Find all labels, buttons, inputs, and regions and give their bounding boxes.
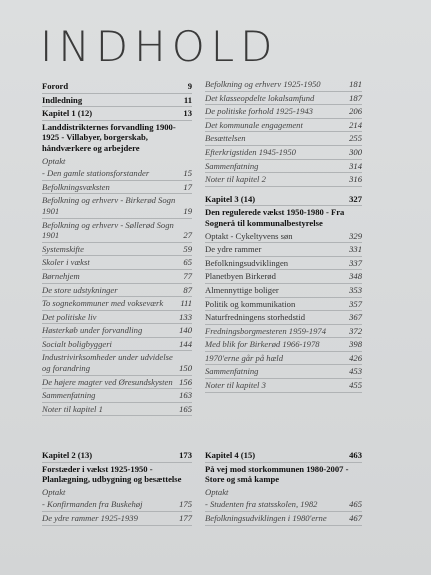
toc-entry — [42, 121, 192, 155]
toc-entry-page: 327 — [349, 193, 362, 204]
toc-entry — [205, 92, 362, 106]
toc-entry-page: 329 — [349, 230, 362, 241]
toc-entry — [42, 403, 192, 417]
toc-entry-page: 348 — [349, 271, 362, 282]
toc-entry — [42, 449, 192, 463]
toc-entry-page: 398 — [349, 339, 362, 350]
toc-entry-title: Indledning — [42, 94, 83, 105]
toc-entry-page: 77 — [183, 270, 192, 281]
toc-entry-page: 372 — [349, 325, 362, 336]
toc-entry-page: 111 — [180, 298, 192, 309]
toc-entry — [205, 257, 362, 271]
toc-entry — [42, 376, 192, 390]
toc-entry-title: Forstæder i vækst 1925-1950 - Planlægning, udbygning og besættelse — [42, 463, 182, 485]
toc-entry-title: Systemskifte — [42, 243, 84, 254]
toc-entry-title: Kapitel 3 (14) — [205, 193, 256, 204]
toc-entry-title: Sammenfatning — [205, 160, 259, 171]
toc-entry-page: 337 — [349, 257, 362, 268]
toc-entry — [205, 78, 362, 92]
toc-entry — [42, 107, 192, 121]
toc-entry-page: 87 — [183, 284, 192, 295]
toc-entry — [42, 512, 192, 526]
toc-entry-title: Noter til kapitel 3 — [205, 380, 266, 391]
toc-entry-page: 11 — [183, 94, 192, 105]
toc-entry-title: De politiske forhold 1925-1943 — [205, 106, 313, 117]
toc-entry-page: 140 — [179, 325, 192, 336]
toc-entry — [42, 324, 192, 338]
toc-entry — [42, 219, 192, 243]
toc-entry-page: 163 — [179, 390, 192, 401]
toc-column-right — [205, 78, 362, 393]
toc-entry — [205, 365, 362, 379]
toc-entry — [42, 155, 192, 168]
toc-entry-title: - Konfirmanden fra Buskehøj — [42, 499, 143, 510]
toc-entry — [205, 206, 362, 229]
toc-entry-page: 19 — [183, 205, 192, 216]
toc-entry-title: Befolkningsudviklingen i 1980'erne — [205, 512, 327, 523]
toc-entry — [205, 486, 362, 499]
page-title: INDHOLD — [40, 22, 279, 71]
toc-column-left-bottom — [42, 449, 192, 526]
toc-entry-page: 9 — [187, 81, 192, 91]
toc-entry-page: 453 — [349, 366, 362, 377]
toc-entry-page: 357 — [349, 298, 362, 309]
toc-entry — [42, 243, 192, 257]
toc-entry — [205, 311, 362, 325]
toc-entry-page: 314 — [349, 160, 362, 171]
toc-entry — [205, 146, 362, 160]
toc-entry-title: 1970'erne går på hæld — [205, 352, 283, 363]
toc-entry-title: Befolkning og erhverv - Birkerød Sogn 1901 — [42, 195, 176, 216]
toc-entry-page: 331 — [349, 244, 362, 255]
toc-entry-page: 144 — [179, 338, 192, 349]
toc-entry-page: 463 — [349, 450, 362, 460]
toc-entry — [205, 298, 362, 312]
toc-entry-page: 214 — [349, 119, 362, 130]
toc-entry-title: På vej mod storkommunen 1980-2007 - Store og små kampe — [205, 463, 349, 485]
toc-entry-title: Besættelsen — [205, 133, 246, 144]
toc-entry-page: 316 — [349, 174, 362, 185]
toc-entry — [42, 351, 192, 375]
toc-entry — [205, 173, 362, 187]
toc-entry-page: 187 — [349, 92, 362, 103]
toc-entry — [205, 132, 362, 146]
toc-entry — [42, 463, 192, 486]
toc-entry-page: 27 — [183, 230, 192, 241]
toc-entry-page: 353 — [349, 284, 362, 295]
toc-entry-page: 150 — [179, 363, 192, 374]
toc-column-right-bottom — [205, 449, 362, 526]
toc-entry-title: Kapitel 1 (12) — [42, 108, 93, 119]
toc-entry — [205, 270, 362, 284]
toc-entry-title: Planetbyen Birkerød — [205, 271, 276, 282]
toc-entry-title: Skoler i vækst — [42, 257, 90, 268]
toc-entry-title: Almennyttige boliger — [205, 284, 279, 295]
toc-entry — [205, 463, 362, 486]
toc-entry-page: 173 — [179, 450, 192, 460]
toc-entry-title: - Studenten fra statsskolen, 1982 — [205, 499, 318, 510]
toc-entry-title: Optakt — [205, 486, 229, 497]
toc-entry-title: - Den gamle stationsforstander — [42, 168, 150, 179]
toc-entry-title: Befolkningsudviklingen — [205, 257, 289, 268]
toc-entry-title: To sognekommuner med vokseværk — [42, 298, 164, 309]
toc-column-left — [42, 80, 192, 416]
toc-entry-page: 467 — [349, 512, 362, 523]
toc-entry-page: 367 — [349, 312, 362, 323]
toc-entry — [205, 105, 362, 119]
toc-entry-page: 175 — [179, 499, 192, 510]
toc-entry — [42, 311, 192, 325]
toc-entry — [205, 325, 362, 339]
toc-entry-page: 133 — [179, 311, 192, 322]
toc-entry — [42, 270, 192, 284]
toc-entry — [205, 193, 362, 207]
toc-entry-page: 15 — [183, 168, 192, 179]
toc-entry-title: Befolkningsvæksten — [42, 181, 110, 192]
toc-entry-title: Forord — [42, 81, 69, 91]
toc-entry — [205, 284, 362, 298]
toc-entry — [42, 389, 192, 403]
toc-entry — [42, 284, 192, 298]
toc-entry-title: Befolkning og erhverv 1925-1950 — [205, 79, 321, 89]
toc-entry-page: 59 — [183, 243, 192, 254]
toc-entry — [42, 181, 192, 195]
toc-entry-page: 17 — [183, 181, 192, 192]
toc-entry-title: Kapitel 4 (15) — [205, 450, 256, 460]
toc-entry-page: 156 — [179, 376, 192, 387]
toc-entry — [205, 352, 362, 366]
toc-entry-title: Det politiske liv — [42, 311, 97, 322]
toc-entry — [42, 194, 192, 218]
toc-entry — [42, 80, 192, 94]
toc-entry-title: Sammenfatning — [205, 366, 259, 377]
toc-entry — [42, 256, 192, 270]
toc-entry-title: Noter til kapitel 1 — [42, 403, 103, 414]
toc-entry-title: Den regulerede vækst 1950-1980 - Fra Sognerå til kommunalbestyrelse — [205, 207, 345, 228]
toc-entry — [205, 243, 362, 257]
toc-entry — [42, 338, 192, 352]
toc-entry-title: Det klasseopdelte lokalsamfund — [205, 92, 315, 103]
toc-entry — [205, 449, 362, 463]
toc-entry-title: Landdistrikternes forvandling 1900-1925 - Villabyer, borgerskab, håndværkere og arbejdere — [42, 121, 176, 153]
toc-entry-title: De ydre rammer — [205, 244, 262, 255]
toc-entry-title: Det kommunale engagement — [205, 119, 303, 130]
toc-entry-page: 177 — [179, 512, 192, 523]
toc-entry — [42, 498, 192, 512]
toc-entry-page: 13 — [183, 108, 192, 119]
toc-entry — [205, 119, 362, 133]
toc-entry-title: Befolkning og erhverv - Søllerød Sogn 1901 — [42, 219, 174, 241]
toc-entry-title: Efterkrigstiden 1945-1950 — [205, 146, 296, 157]
toc-entry-title: Børnehjem — [42, 270, 80, 281]
toc-entry-page: 65 — [183, 257, 192, 268]
toc-entry — [205, 230, 362, 244]
toc-entry — [205, 512, 362, 526]
toc-entry-title: Fredningsborgmesteren 1959-1974 — [205, 325, 327, 336]
toc-entry — [42, 297, 192, 311]
toc-entry — [42, 167, 192, 181]
toc-entry-title: Naturfredningens storhedstid — [205, 312, 305, 323]
toc-entry — [205, 379, 362, 393]
toc-entry — [42, 94, 192, 108]
toc-entry — [205, 338, 362, 352]
toc-entry-title: Industrivirksomheder under udvidelse og forandring — [42, 352, 173, 374]
toc-entry-title: De højere magter ved Øresundskysten — [42, 376, 173, 387]
toc-entry-page: 300 — [349, 146, 362, 157]
toc-entry-title: Med blik for Birkerød 1966-1978 — [205, 339, 320, 350]
toc-entry-title: Optakt — [42, 155, 66, 166]
toc-entry — [42, 486, 192, 499]
toc-entry-page: 255 — [349, 133, 362, 144]
toc-entry-title: Socialt boligbyggeri — [42, 338, 112, 349]
toc-entry-page: 181 — [349, 79, 362, 89]
toc-entry-title: Politik og kommunikation — [205, 298, 296, 309]
toc-entry-page: 465 — [349, 499, 362, 510]
toc-entry-page: 165 — [179, 403, 192, 414]
toc-entry-title: De store udstykninger — [42, 284, 118, 295]
toc-entry-title: Noter til kapitel 2 — [205, 174, 266, 185]
toc-entry-title: Optakt — [42, 486, 66, 497]
toc-entry-title: Optakt - Cykeltyvens søn — [205, 230, 293, 241]
toc-entry-title: Sammenfatning — [42, 390, 96, 401]
toc-entry — [205, 160, 362, 174]
toc-entry-title: De ydre rammer 1925-1939 — [42, 512, 138, 523]
toc-entry — [205, 498, 362, 512]
toc-entry-page: 426 — [349, 352, 362, 363]
toc-entry-title: Kapitel 2 (13) — [42, 450, 93, 460]
toc-entry-page: 206 — [349, 106, 362, 117]
toc-entry-title: Høsterkøb under forvandling — [42, 325, 143, 336]
toc-entry-page: 455 — [349, 380, 362, 391]
